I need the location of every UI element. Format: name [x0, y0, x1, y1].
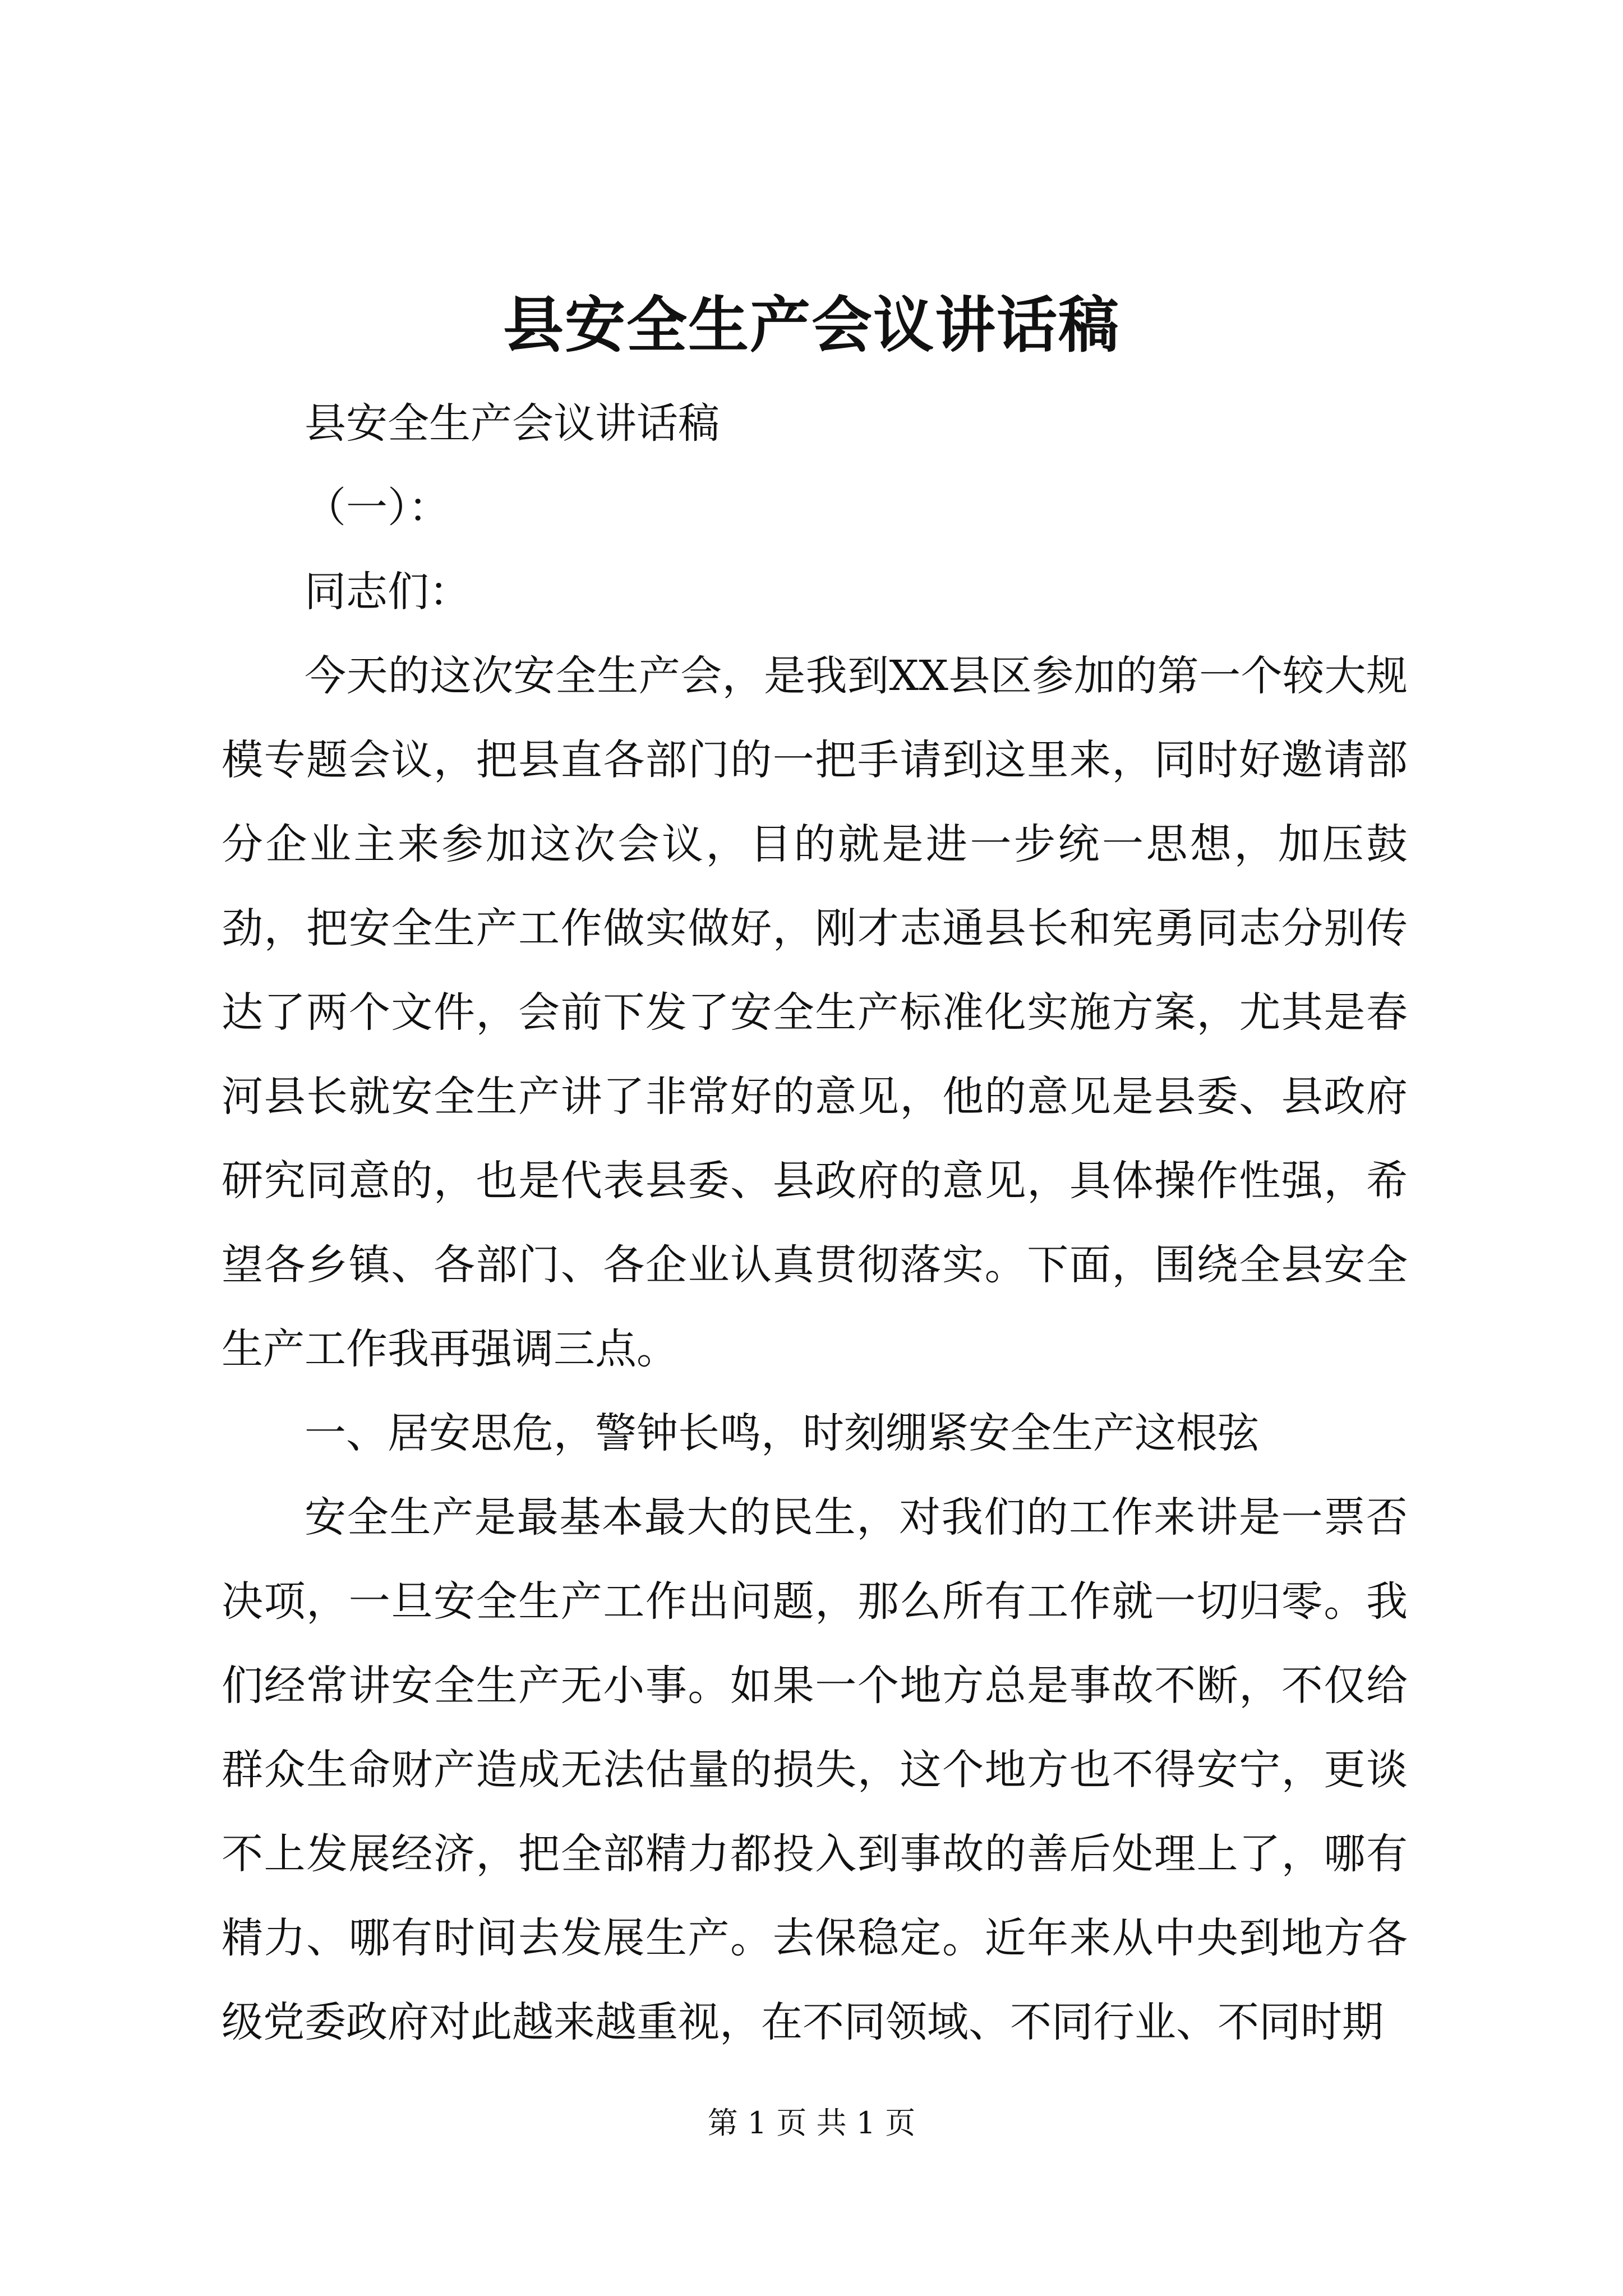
section-heading: 一、居安思危，警钟长鸣，时刻绷紧安全生产这根弦 [305, 1409, 1259, 1457]
document-title: 县安全生产会议讲话稿 [502, 290, 1120, 361]
section-number-paragraph: （一）： [305, 484, 450, 532]
page-footer: 第 1 页 共 1 页 [707, 2105, 916, 2141]
opening-paragraph: 今天的这次安全生产会，是我到XX县区参加的第一个较大规模专题会议，把县直各部门的一把手请到这里来，同时好邀请部分企业主来参加这次会议，目的就是进一步统一思想，加压鼓劲，把安全生产工作做实做好，刚才志通县长和宪勇同志分别传达了两个文件，会前下发了安全生产标准化实施方案，尤其是春河县长就安全生产讲了非常好的意见，他的意见是县委、县政府研究同意的，也是代表县委、县政府的意见，具体操作性强，希望各乡镇、各部门、各企业认真贯彻落实。下面，围绕全县安全生产工作我再强调三点。 [222, 652, 1408, 1373]
subtitle-paragraph: 县安全生产会议讲话稿 [305, 399, 720, 448]
body-paragraph: 安全生产是最基本最大的民生，对我们的工作来讲是一票否决项，一旦安全生产工作出问题，那么所有工作就一切归零。我们经常讲安全生产无小事。如果一个地方总是事故不断，不仅给群众生命财产造成无法估量的损失，这个地方也不得安宁，更谈不上发展经济，把全部精力都投入到事故的善后处理上了，哪有精力、哪有时间去发展生产。去保稳定。近年来从中央到地方各级党委政府对此越来越重视，在不同领域、不同行业、不同时期 [222, 1493, 1408, 2046]
salutation-paragraph: 同志们： [305, 568, 471, 616]
document-body [222, 381, 1408, 2064]
